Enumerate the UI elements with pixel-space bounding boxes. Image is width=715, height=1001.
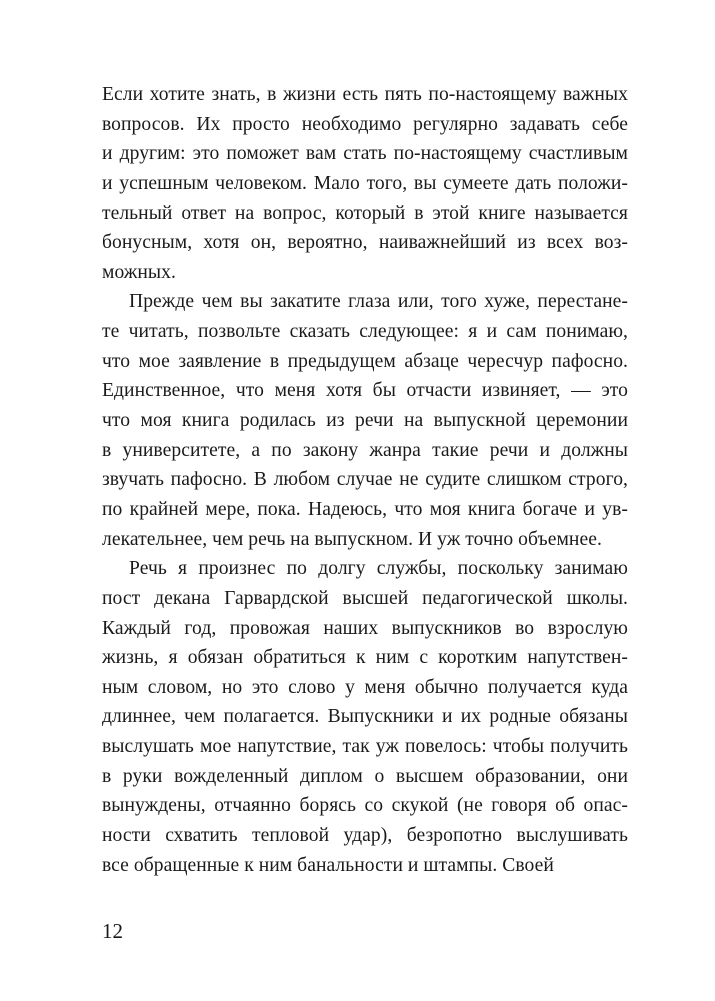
text-line: Каждый год, провожая наших выпускников во взрослую: [102, 617, 628, 639]
text-line: по крайней мере, пока. Надеюсь, что моя книга богаче и ув-: [102, 498, 628, 520]
text-line: и другим: это поможет вам стать по-настоящему счастливым: [102, 143, 628, 165]
text-line: Если хотите знать, в жизни есть пять по-настоящему важных: [102, 84, 628, 105]
text-line: длиннее, чем полагается. Выпускники и их родные обязаны: [102, 706, 628, 728]
text-line: что мое заявление в предыдущем абзаце чересчур пафосно.: [102, 350, 628, 372]
text-line: пост декана Гарвардской высшей педагогической школы.: [102, 587, 628, 609]
text-line: в руки вожделенный диплом о высшем образовании, они: [102, 765, 628, 787]
text-line: тельный ответ на вопрос, который в этой книге называется: [102, 202, 628, 224]
text-line: Единственное, что меня хотя бы отчасти извиняет, — это: [102, 380, 628, 402]
text-line: что моя книга родилась из речи на выпускной церемонии: [102, 410, 628, 432]
text-line: вынуждены, отчаянно борясь со скукой (не говоря об опас-: [102, 795, 628, 817]
text-line: ности схватить тепловой удар), безропотно выслушивать: [102, 825, 628, 847]
body-text: [102, 80, 628, 880]
text-line: звучать пафосно. В любом случае не судите слишком строго,: [102, 469, 628, 491]
text-line: и успешным человеком. Мало того, вы сумеете дать положи-: [102, 172, 628, 194]
text-line: Речь я произнес по долгу службы, поскольку занимаю: [129, 558, 628, 580]
text-line: ным словом, но это слово у меня обычно получается куда: [102, 676, 628, 698]
text-line: в университете, а по закону жанра такие речи и должны: [102, 439, 628, 461]
text-line: все обращенные к ним банальности и штампы. Своей: [102, 854, 554, 876]
text-line: бонусным, хотя он, вероятно, наиважнейший из всех воз-: [102, 232, 628, 254]
text-line: лекательнее, чем речь на выпускном. И уж точно объемнее.: [102, 528, 602, 550]
text-line: можных.: [102, 261, 176, 283]
text-line: Прежде чем вы закатите глаза или, того хуже, перестане-: [129, 291, 628, 313]
page-number: 12: [102, 919, 123, 943]
text-line: жизнь, я обязан обратиться к ним с коротким напутствен-: [102, 647, 628, 669]
text-line: те читать, позвольте сказать следующее: я и сам понимаю,: [102, 321, 628, 343]
text-line: вопросов. Их просто необходимо регулярно задавать себе: [102, 113, 628, 135]
text-line: выслушать мое напутствие, так уж повелось: чтобы получить: [102, 736, 628, 758]
